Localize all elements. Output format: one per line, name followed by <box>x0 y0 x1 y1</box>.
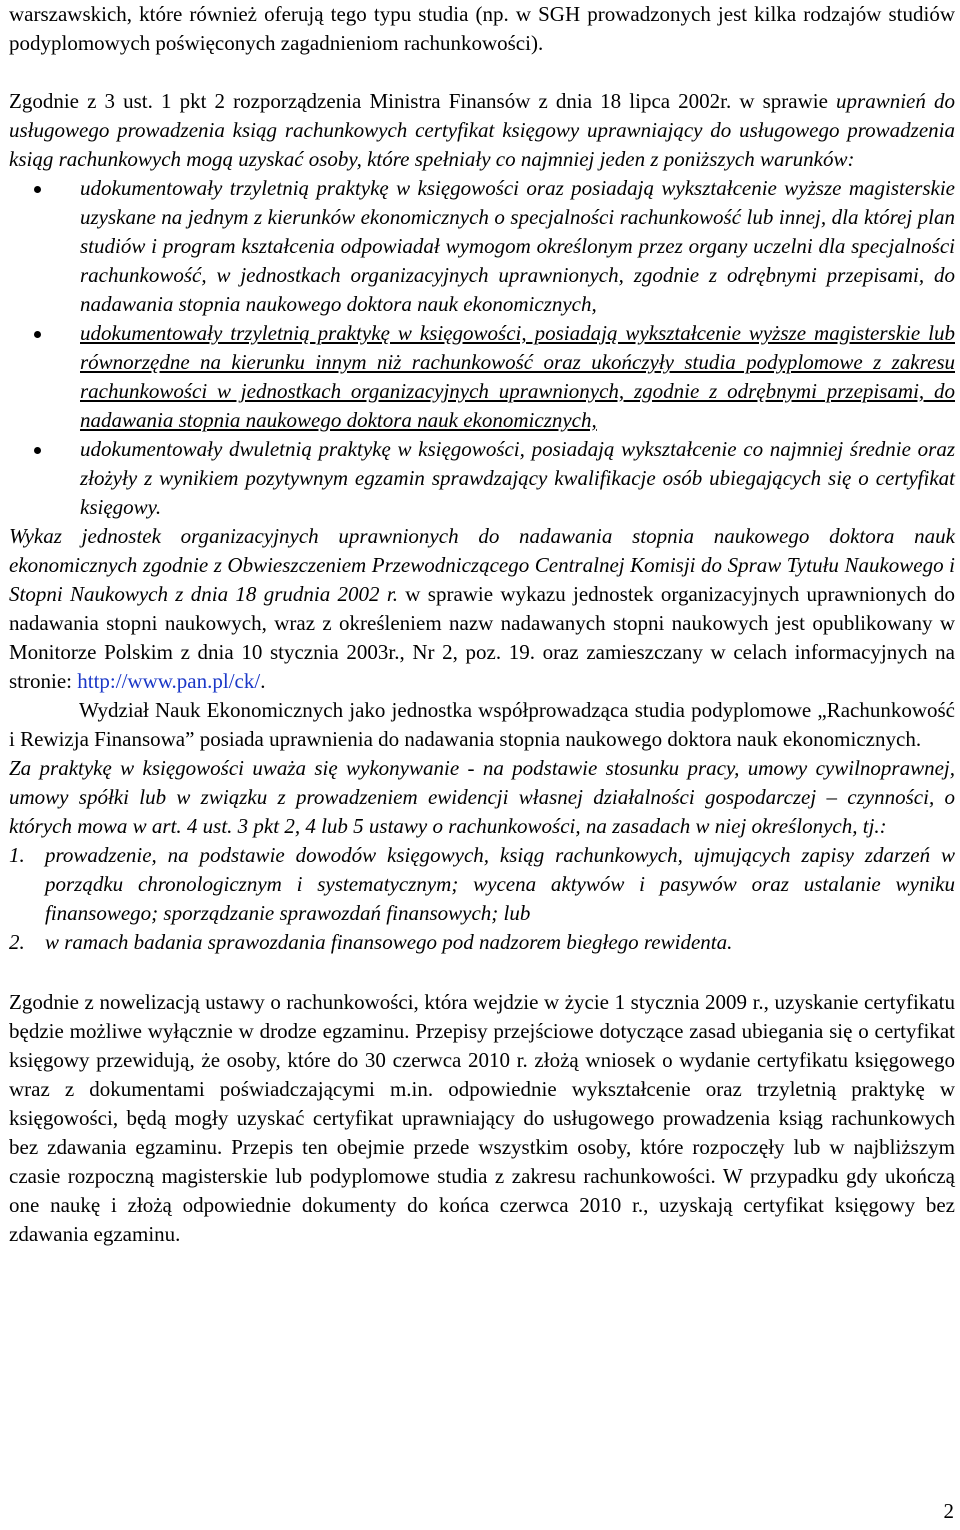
paragraph-amendment: Zgodnie z nowelizacją ustawy o rachunkowości, która wejdzie w życie 1 stycznia 2009 r., uzyskanie certyfikatu będzie możliwe wyłącznie w drodze egzaminu. Przepisy przejściowe dotyczące zasad ubiegania się o certyfikat księgowy przewidują, że osoby, które do 30 czerwca 2010 r. złożą wniosek o wydanie certyfikatu księgowego wraz z dokumentami poświadczającymi m.in. odpowiednie wykształcenie oraz trzyletnią praktykę w księgowości, będą mogły uzyskać certyfikat uprawniający do usługowego prowadzenia ksiąg rachunkowych bez zdawania egzaminu. Przepis ten obejmie przede wszystkim osoby, które rozpoczęły lub w najbliższym czasie rozpoczną magisterskie lub podyplomowe studia z zakresu rachunkowości. W przypadku gdy ukończą one naukę i złożą odpowiednie dokumenty do końca czerwca 2010 r., uzyskają certyfikat księgowy bez zdawania egzaminu. <box>9 990 955 1246</box>
list-item <box>9 841 955 928</box>
spacer <box>9 957 955 986</box>
list-item-text: w ramach badania sprawozdania finansowego pod nadzorem biegłego rewidenta. <box>45 930 733 954</box>
list-item <box>80 319 955 435</box>
bullet-icon <box>34 447 41 454</box>
units-list-body: w sprawie wykazu jednostek organizacyjnych uprawnionych do nadawania stopni naukowych, wraz z określeniem nazw nadawanych stopni naukowych jest opublikowany w Monitorze Polskim z dnia 10 stycznia 2003r., Nr 2, poz. 19. oraz zamieszczany w celach informacyjnych na stronie: <box>9 582 955 693</box>
bullet-icon <box>34 331 41 338</box>
list-item-text: udokumentowały trzyletnią praktykę w księgowości, posiadają wykształcenie wyższe magisterskie lub równorzędne na kierunku innym niż rachunkowość oraz ukończyły studia podyplomowe z zakresu rachunkowości w jednostkach organizacyjnych uprawnionych, zgodnie z odrębnymi przepisami, do nadawania stopnia naukowego doktora nauk ekonomicznych, <box>80 321 955 432</box>
regulation-lead: Zgodnie z 3 ust. 1 pkt 2 rozporządzenia Ministra Finansów z dnia 18 lipca 2002r. w sprawie <box>9 89 837 113</box>
paragraph-intro: warszawskich, które również oferują tego typu studia (np. w SGH prowadzonych jest kilka rodzajów studiów podyplomowych poświęconych zagadnieniom rachunkowości). <box>9 2 955 55</box>
regulation-conditions: uprawnień do usługowego prowadzenia ksiąg rachunkowych certyfikat księgowy uprawniający do usługowego prowadzenia ksiąg rachunkowych mogą uzyskać osoby, które spełniały co najmniej jeden z poniższych warunków: <box>9 89 955 171</box>
bullet-icon <box>34 186 41 193</box>
list-item-text: udokumentowały trzyletnią praktykę w księgowości oraz posiadają wykształcenie wyższe magisterskie uzyskane na jednym z kierunków ekonomicznych o specjalności rachunkowość lub innej, dla której plan studiów i program kształcenia odpowiadał wymogom określonym przez organy uczelni dla specjalności rachunkowość, w jednostkach organizacyjnych uprawnionych, zgodnie z odrębnymi przepisami, do nadawania stopnia naukowego doktora nauk ekonomicznych, <box>80 176 955 316</box>
page-number: 2 <box>943 1499 954 1523</box>
paragraph-faculty: Wydział Nauk Ekonomicznych jako jednostka współprowadząca studia podyplomowe „Rachunkowość i Rewizja Finansowa” posiada uprawnienia do nadawania stopnia naukowego doktora nauk ekonomicznych. <box>9 698 955 751</box>
list-item <box>80 174 955 319</box>
link-period: . <box>260 669 266 693</box>
paragraph-units-list <box>9 522 955 696</box>
list-number: 1. <box>9 843 25 867</box>
list-item <box>80 435 955 522</box>
pan-link[interactable]: http://www.pan.pl/ck/ <box>77 669 261 693</box>
list-number: 2. <box>9 930 25 954</box>
paragraph-regulation <box>9 87 955 174</box>
paragraph-practice: Za praktykę w księgowości uważa się wykonywanie - na podstawie stosunku pracy, umowy cywilnoprawnej, umowy spółki lub w związku z prowadzeniem ewidencji własnej działalności gospodarczej – czynności, o których mowa w art. 4 ust. 3 pkt 2, 4 lub 5 ustawy o rachunkowości, na zasadach w niej określonych, tj.: <box>9 756 955 838</box>
list-item-text: prowadzenie, na podstawie dowodów księgowych, ksiąg rachunkowych, ujmujących zapisy zdarzeń w porządku chronologicznym i systematycznym; wycena aktywów i pasywów oraz ustalanie wyniku finansowego; sporządzanie sprawozdań finansowych; lub <box>45 843 955 925</box>
document-page <box>9 0 955 1249</box>
units-list-lead: Wykaz jednostek organizacyjnych uprawnionych do nadawania stopnia naukowego doktora nauk ekonomicznych zgodnie z Obwieszczeniem Przewodniczącego Centralnej Komisji do Spraw Tytułu Naukowego i Stopni Naukowych z dnia 18 grudnia 2002 r. <box>9 524 955 606</box>
practice-list <box>9 841 955 957</box>
conditions-list <box>9 174 955 522</box>
list-item-text: udokumentowały dwuletnią praktykę w księgowości, posiadają wykształcenie co najmniej średnie oraz złożyły z wynikiem pozytywnym egzamin sprawdzający kwalifikacje osób ubiegających się o certyfikat księgowy. <box>80 437 955 519</box>
list-item <box>9 928 955 957</box>
